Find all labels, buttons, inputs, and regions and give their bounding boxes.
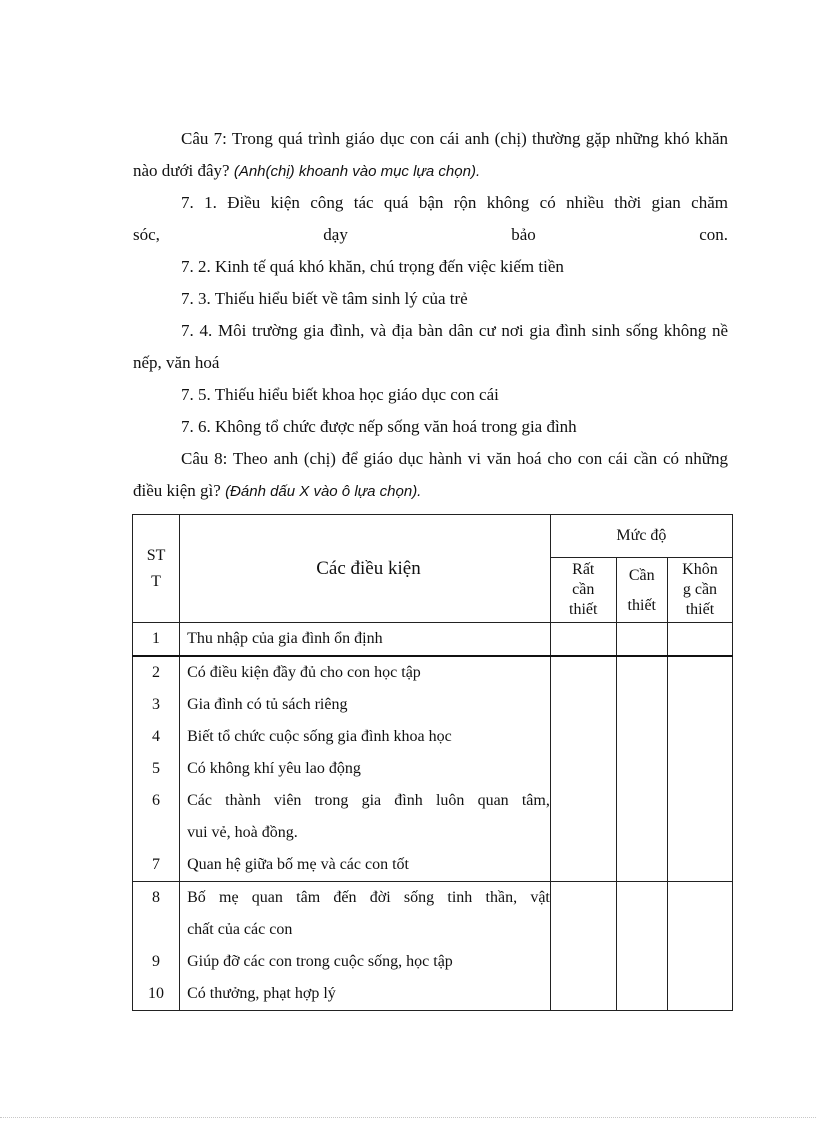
conditions-table	[132, 514, 733, 1011]
q7-option-6-text: 7. 6. Không tổ chức được nếp sống văn hoá trong gia đình	[181, 417, 577, 436]
very-needed-choice-cell[interactable]	[550, 656, 616, 882]
condition-cell	[180, 656, 551, 882]
needed-choice-cell[interactable]	[616, 882, 667, 1011]
header-stt	[133, 515, 180, 623]
q7-option-4	[133, 315, 728, 379]
q7-option-2-text: 7. 2. Kinh tế quá khó khăn, chú trọng đến việc kiếm tiền	[181, 257, 564, 276]
row-number: 10	[148, 985, 165, 1002]
header-needed	[616, 558, 667, 623]
page-bottom-divider	[0, 1117, 816, 1118]
question-8	[133, 443, 728, 508]
row-number-cell	[133, 882, 180, 1011]
not-needed-choice-cell[interactable]	[667, 656, 732, 882]
condition-text: Biết tổ chức cuộc sống gia đình khoa học	[187, 728, 452, 745]
header-very-needed-line-2: cần	[572, 581, 595, 598]
row-number: 5	[152, 760, 161, 777]
table-header-row	[133, 515, 733, 558]
very-needed-choice-cell[interactable]	[550, 882, 616, 1011]
table-row	[133, 882, 733, 1011]
header-not-needed	[667, 558, 732, 623]
very-needed-choice-cell[interactable]	[550, 623, 616, 657]
row-number: 3	[152, 696, 161, 713]
not-needed-choice-cell[interactable]	[667, 623, 732, 657]
condition-text: Có không khí yêu lao động	[187, 760, 361, 777]
row-number-spacer	[133, 817, 179, 849]
condition-text: Quan hệ giữa bố mẹ và các con tốt	[187, 856, 409, 873]
q7-option-3	[133, 283, 728, 315]
header-not-needed-line-2: g cần	[682, 581, 718, 598]
q7-option-2	[133, 251, 728, 283]
q7-option-1-continued: sóc, dạy bảo con.	[133, 225, 728, 244]
header-needed-line-1: Cần	[628, 567, 655, 584]
condition-text: chất của các con	[187, 921, 293, 938]
row-number: 1	[152, 630, 161, 647]
condition-text: vui vẻ, hoà đồng.	[187, 824, 298, 841]
header-not-needed-line-3: thiết	[685, 601, 715, 618]
question-7-hint: (Anh(chị) khoanh vào mục lựa chọn).	[233, 163, 481, 180]
header-stt-line-1: ST	[146, 546, 166, 564]
question-7-text: Câu 7: Trong quá trình giáo dục con cái anh (chị) thường gặp những khó khăn nào dưới đây?	[133, 129, 728, 180]
condition-text: Gia đình có tủ sách riêng	[187, 696, 348, 713]
condition-cell	[180, 882, 551, 1011]
condition-cell	[180, 623, 551, 657]
header-level: Mức độ	[550, 515, 732, 558]
condition-text: Thu nhập của gia đình ổn định	[187, 630, 383, 647]
row-number: 2	[152, 664, 161, 681]
table-row	[133, 656, 733, 882]
header-needed-line-2: thiết	[627, 597, 656, 614]
condition-text: Có điều kiện đầy đủ cho con học tập	[187, 664, 421, 681]
table-row	[133, 623, 733, 657]
row-number: 8	[152, 889, 161, 906]
q7-option-5-text: 7. 5. Thiếu hiểu biết khoa học giáo dục con cái	[181, 385, 499, 404]
row-number-spacer	[133, 914, 179, 946]
condition-text: Có thưởng, phạt hợp lý	[187, 985, 336, 1002]
needed-choice-cell[interactable]	[616, 623, 667, 657]
header-very-needed-line-3: thiết	[569, 601, 598, 618]
needed-choice-cell[interactable]	[616, 656, 667, 882]
q7-option-3-text: 7. 3. Thiếu hiểu biết về tâm sinh lý của trẻ	[181, 289, 468, 308]
header-very-needed	[550, 558, 616, 623]
q7-option-1-line-1	[133, 187, 728, 219]
q7-option-1-text: 7. 1. Điều kiện công tác quá bận rộn không có nhiều thời gian chăm	[181, 193, 728, 212]
q7-option-6	[133, 411, 728, 443]
row-number: 9	[152, 953, 161, 970]
not-needed-choice-cell[interactable]	[667, 882, 732, 1011]
row-number-cell	[133, 656, 180, 882]
row-number: 6	[152, 792, 161, 809]
question-7	[133, 123, 728, 188]
condition-text: Các thành viên trong gia đình luôn quan tâm,	[187, 792, 550, 809]
row-number: 7	[152, 856, 161, 873]
condition-text: Giúp đỡ các con trong cuộc sống, học tập	[187, 953, 453, 970]
row-number: 4	[152, 728, 161, 745]
condition-text: Bố mẹ quan tâm đến đời sống tinh thần, vật	[187, 889, 550, 906]
question-8-text: Câu 8: Theo anh (chị) để giáo dục hành vi văn hoá cho con cái cần có những điều kiện gì?	[133, 449, 728, 500]
q7-option-1-line-2	[133, 219, 728, 251]
q7-option-4-text: 7. 4. Môi trường gia đình, và địa bàn dân cư nơi gia đình sinh sống không nề nếp, văn hoá	[133, 321, 728, 372]
header-very-needed-line-1: Rất	[572, 561, 595, 578]
header-conditions: Các điều kiện	[180, 515, 551, 623]
header-not-needed-line-1: Khôn	[682, 561, 718, 578]
header-stt-line-2: T	[151, 572, 161, 590]
q7-option-5	[133, 379, 728, 411]
question-8-hint: (Đánh dấu X vào ô lựa chọn).	[225, 483, 422, 500]
row-number-cell	[133, 623, 180, 657]
